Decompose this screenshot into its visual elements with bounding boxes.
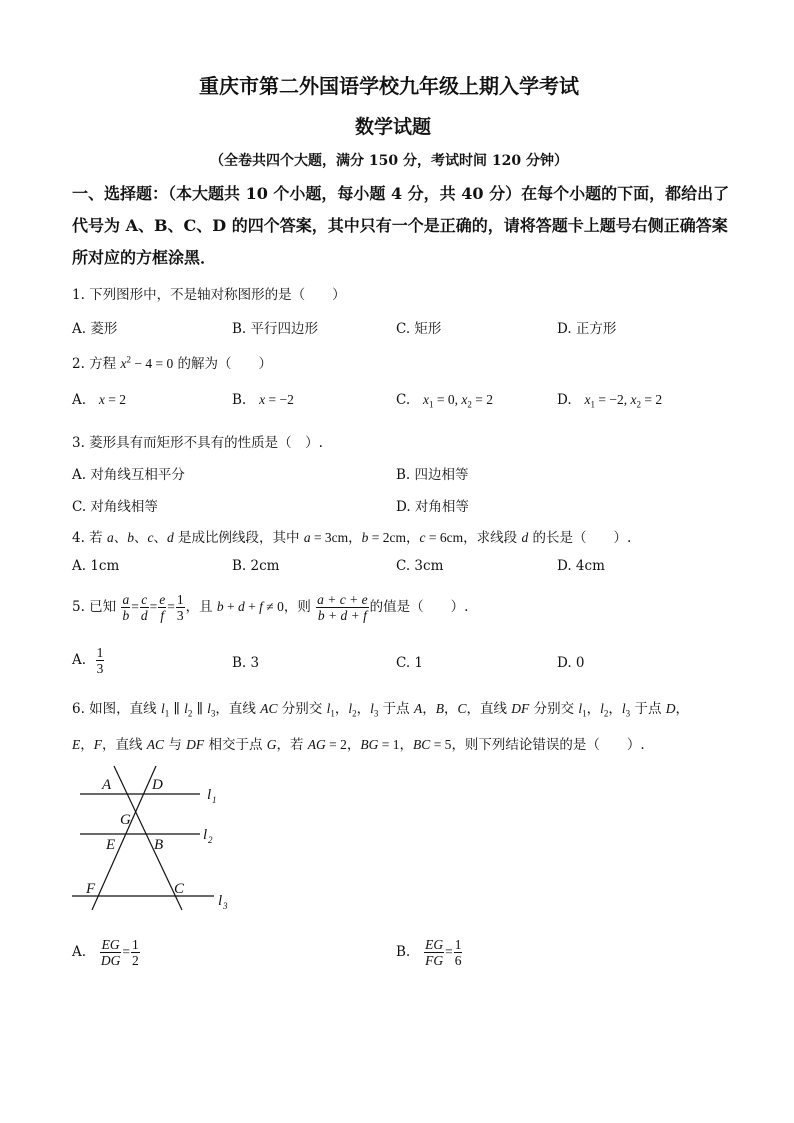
q2-stem-tail: 的解为（ ）	[173, 356, 272, 372]
exam-subject: 数学试题	[355, 116, 432, 138]
q2-option-d: D. $x_1 = -2$, $x_2 = 2$	[557, 392, 663, 410]
q1-option-a: A. 菱形	[72, 321, 118, 337]
exam-note: （全卷共四个大题，满分 150 分，考试时间 120 分钟）	[210, 153, 568, 169]
label-l1: l	[207, 787, 212, 803]
section-heading-line1: 一、选择题：（本大题共 10 个小题，每小题 4 分，共 40 分）在每个小题的下面，都给出了	[72, 184, 730, 203]
label-l3: l	[218, 893, 223, 909]
q1-option-b: B. 平行四边形	[232, 321, 319, 337]
q2-equation: $x^2 - 4 = 0$	[120, 354, 174, 371]
q4-option-b: B. 2cm	[232, 558, 280, 574]
label-l2: l	[203, 827, 208, 843]
q2-option-a: A. x = 2	[72, 392, 127, 408]
q3-option-c: C. 对角线相等	[72, 499, 158, 515]
q4-option-c: C. 3cm	[396, 558, 444, 574]
q5-option-c: C. 1	[396, 655, 424, 671]
q5-option-a: A. $\frac{1}{3}$	[72, 645, 104, 676]
parallel-lines-figure	[66, 762, 246, 922]
q2-stem-text: 2. 方程	[72, 356, 121, 372]
label-a: A	[102, 777, 112, 793]
q2-option-c: C. $x_1 = 0$, $x_2 = 2$	[396, 392, 494, 410]
q6-line2: E，F，直线 AC 与 DF 相交于点 G，若 AG = 2，BG = 1，BC = 5，则下列结论错误的是（ ）.	[72, 737, 645, 753]
q5-stem: 5. 已知 $\frac{a}{b}$ = $\frac{c}{d}$ = $\frac{e}{f}$ = $\frac{1}{3}$ ，且 b + d + f ≠ 0，则 $\frac{a + c + e}{b + d + f}$ 的值是（ ）.	[72, 592, 469, 623]
q3-stem: 3. 菱形具有而矩形不具有的性质是（ ）.	[72, 435, 323, 451]
label-e: E	[106, 837, 116, 853]
q5-option-b: B. 3	[232, 655, 260, 671]
q6-option-b: B. $\frac{EG}{FG}$ = $\frac{1}{6}$	[396, 937, 462, 968]
exam-title: 重庆市第二外国语学校九年级上期入学考试	[199, 74, 579, 98]
q2-stem	[72, 352, 272, 372]
label-f: F	[86, 881, 96, 897]
svg-text:3: 3	[223, 901, 228, 911]
label-g: G	[120, 812, 131, 828]
q3-option-a: A. 对角线互相平分	[72, 467, 185, 483]
q3-option-d: D. 对角相等	[396, 499, 469, 515]
q2-option-b: B. x = −2	[232, 392, 294, 408]
label-d: D	[152, 777, 163, 793]
section-heading-line3: 所对应的方框涂黑．	[72, 248, 217, 267]
q1-stem: 1. 下列图形中，不是轴对称图形的是（ ）	[72, 287, 346, 303]
svg-text:1: 1	[212, 795, 217, 805]
q5-option-d: D. 0	[557, 655, 585, 671]
q4-stem: 4. 若 a、b、c、d 是成比例线段，其中 a = 3cm，b = 2cm，c = 6cm，求线段 d 的长是（ ）.	[72, 530, 632, 546]
q4-option-a: A. 1cm	[72, 558, 120, 574]
q6-option-a: A. $\frac{EG}{DG}$ = $\frac{1}{2}$	[72, 937, 139, 968]
q1-option-c: C. 矩形	[396, 321, 442, 337]
section-heading-line2: 代号为 A、B、C、D 的四个答案，其中只有一个是正确的，请将答题卡上题号右侧正确答案	[72, 216, 728, 235]
svg-text:2: 2	[208, 835, 213, 845]
q6-line1: 6. 如图，直线 $l_1$ ∥ $l_2$ ∥ $l_3$，直线 AC 分别交 $l_1$，$l_2$，$l_3$ 于点 A，B，C，直线 DF 分别交 $l_1$，$l_2$，$l_3$ 于点 D，	[72, 701, 690, 719]
label-b: B	[154, 837, 164, 853]
label-c: C	[174, 881, 185, 897]
q1-option-d: D. 正方形	[557, 321, 617, 337]
q4-option-d: D. 4cm	[557, 558, 605, 574]
q3-option-b: B. 四边相等	[396, 467, 469, 483]
